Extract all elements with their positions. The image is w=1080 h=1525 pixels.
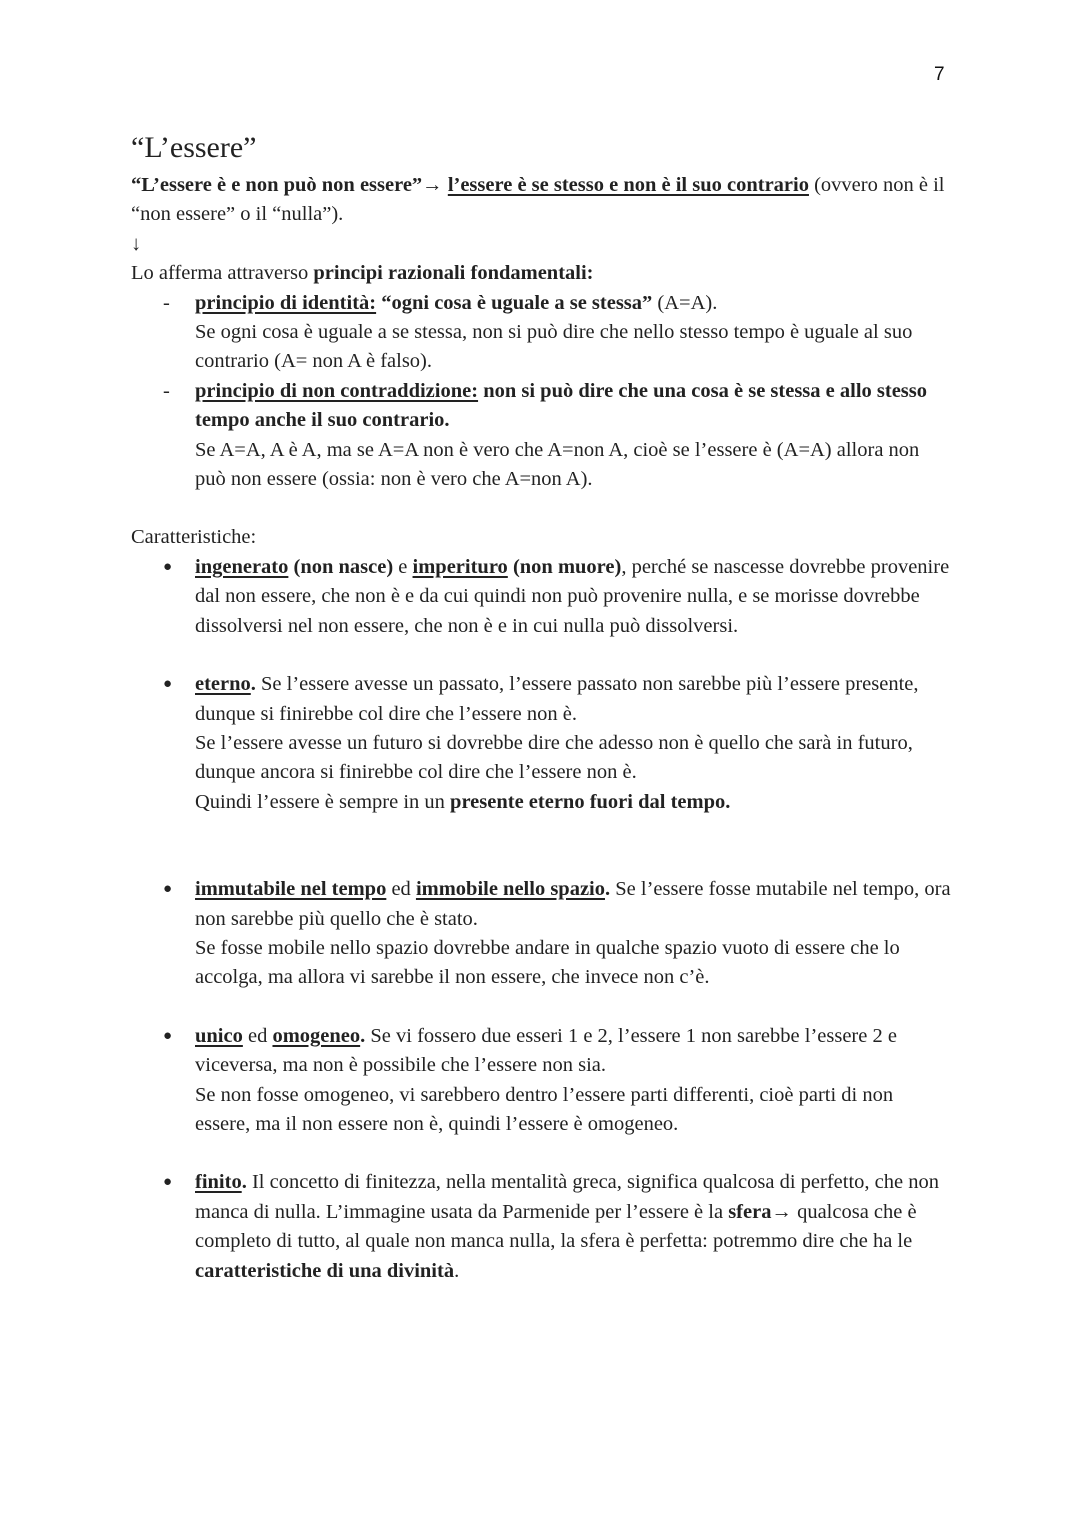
characteristic-item <box>131 670 951 817</box>
principle-item <box>131 377 951 495</box>
principles-intro: Lo afferma attraverso principi razionali fondamentali: <box>131 262 594 285</box>
principle-heading: principio di non contraddizione: non si può dire che una cosa è se stessa e allo stesso tempo anche il suo contrario. <box>195 379 928 432</box>
characteristic-text: finito. Il concetto di finitezza, nella mentalità greca, significa qualcosa di perfetto, che non manca di nulla. L’immagine usata da Parmenide per l’essere è la sfera→ qualcosa che è completo di tutto, al quale non manca nulla, la sfera è perfetta: potremmo dire che ha le caratteristiche di una divinità. <box>195 1171 939 1282</box>
characteristics-list <box>131 553 951 1286</box>
principle-item <box>131 289 951 377</box>
page-number: 7 <box>934 64 945 85</box>
characteristic-text: ingenerato (non nasce) e imperituro (non muore), perché se nascesse dovrebbe provenire dal non essere, che non è e da cui quindi non può provenire nulla, e se morisse dovrebbe dissolversi nel non essere, che non è e in cui nulla può dissolversi. <box>195 555 950 637</box>
characteristic-item <box>131 1168 951 1286</box>
bullet-icon: ● <box>163 881 173 898</box>
characteristic-text: unico ed omogeneo. Se vi fossero due esseri 1 e 2, l’essere 1 non sarebbe l’essere 2 e viceversa, ma non è possibile che l’essere non sia. <box>195 1024 897 1077</box>
bullet-icon: ● <box>163 558 173 575</box>
bullet-icon: ● <box>163 676 173 693</box>
document-body <box>131 128 951 1286</box>
characteristic-item <box>131 1022 951 1140</box>
intro-paragraph: “L’essere è e non può non essere”→ l’essere è se stesso e non è il suo contrario (ovvero non è il “non essere” o il “nulla”). <box>131 174 945 226</box>
page-title: “L’essere” <box>131 131 257 164</box>
bullet-icon: ● <box>163 1027 173 1044</box>
characteristic-detail: Se fosse mobile nello spazio dovrebbe andare in qualche spazio vuoto di essere che lo accolga, ma allora vi sarebbe il non essere, che invece non c’è. <box>195 936 900 989</box>
bullet-icon: ● <box>163 1174 173 1191</box>
principles-list <box>131 289 951 495</box>
characteristic-detail: Se non fosse omogeneo, vi sarebbero dentro l’essere parti differenti, cioè parti di non essere, ma il non essere non è, quindi l’essere è omogeneo. <box>195 1083 894 1135</box>
characteristics-label: Caratteristiche: <box>131 526 257 549</box>
characteristic-text: eterno. Se l’essere avesse un passato, l’essere passato non sarebbe più l’essere presente, dunque si finirebbe col dire che l’essere non è. <box>195 673 919 725</box>
characteristic-detail: Se l’essere avesse un futuro si dovrebbe dire che adesso non è quello che sarà in futuro, dunque ancora si finirebbe col dire che l’essere non è. <box>195 731 913 784</box>
down-arrow-icon: ↓ <box>131 232 142 255</box>
principle-detail: Se A=A, A è A, ma se A=A non è vero che A=non A, cioè se l’essere è (A=A) allora non può non essere (ossia: non è vero che A=non A). <box>195 438 920 491</box>
characteristic-item <box>131 875 951 993</box>
principle-detail: Se ogni cosa è uguale a se stessa, non si può dire che nello stesso tempo è uguale al suo contrario (A= non A è falso). <box>195 321 913 373</box>
characteristic-text: immutabile nel tempo ed immobile nello spazio. Se l’essere fosse mutabile nel tempo, ora non sarebbe più quello che è stato. <box>195 878 951 930</box>
characteristic-item <box>131 553 951 641</box>
dash-marker: - <box>163 379 170 402</box>
principle-heading: principio di identità: “ogni cosa è uguale a se stessa” (A=A). <box>195 291 718 314</box>
dash-marker: - <box>163 291 170 314</box>
characteristic-detail: Quindi l’essere è sempre in un presente eterno fuori dal tempo. <box>195 790 731 813</box>
